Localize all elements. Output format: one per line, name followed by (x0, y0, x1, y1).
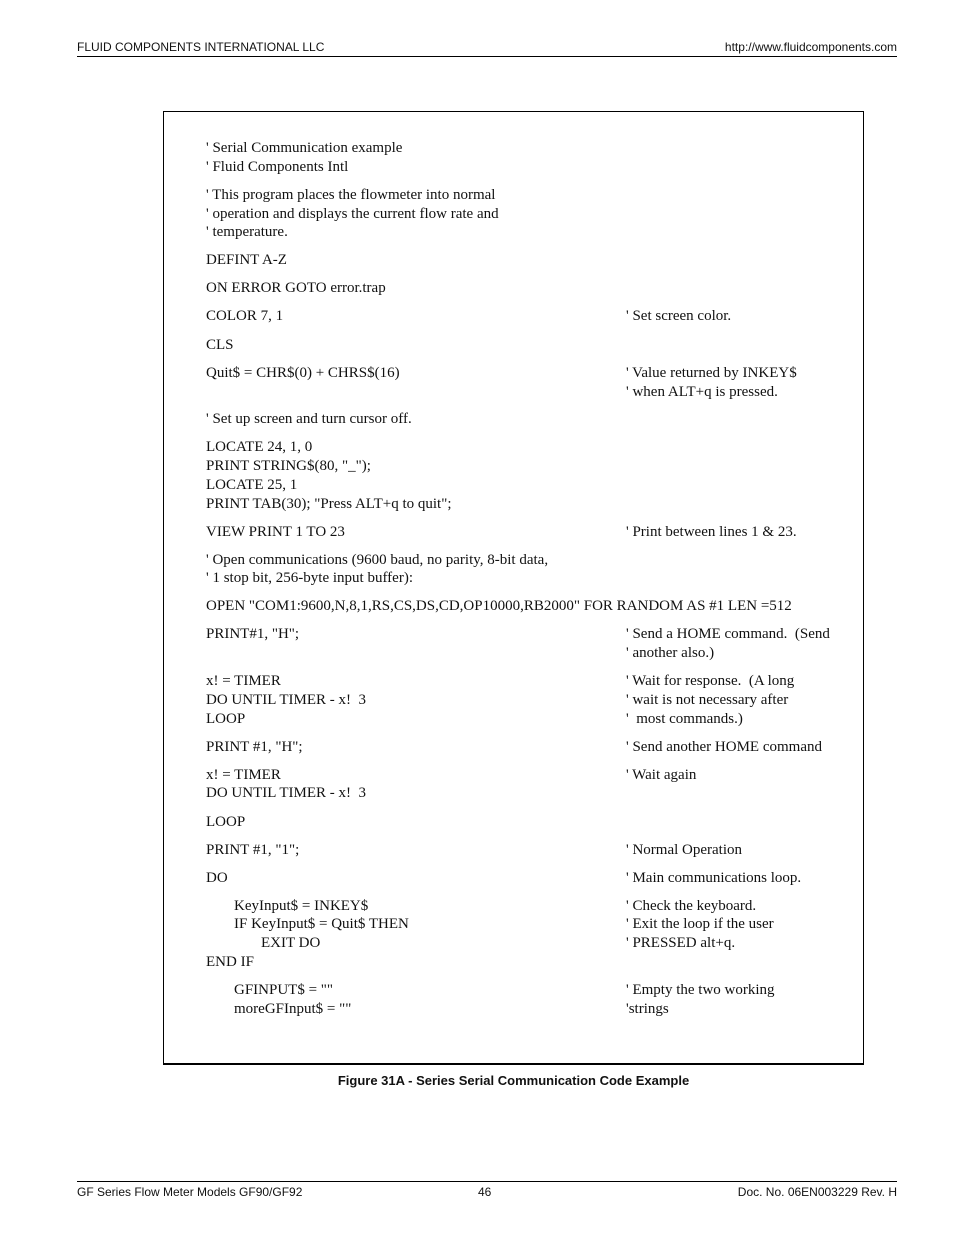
code-line: PRINT#1, "H"; (206, 626, 300, 642)
code-comment: ' Main communications loop. (626, 870, 802, 886)
doc-number: Doc. No. 06EN003229 Rev. H (737, 1185, 897, 1199)
code-line: ' Open communications (9600 baud, no parity, 8-bit data, (206, 552, 549, 568)
code-comment: ' Send a HOME command. (Send (626, 626, 830, 642)
code-comment: ' another also.) (626, 645, 715, 661)
code-comment: ' Empty the two working (626, 982, 775, 998)
header-url: http://www.fluidcomponents.com (724, 40, 897, 54)
code-line: PRINT #1, "H"; (206, 739, 303, 755)
code-line: x! = TIMER (206, 673, 281, 689)
code-comment: ' Normal Operation (626, 842, 743, 858)
code-listing-box (163, 111, 864, 1065)
figure-caption: Figure 31A - Series Serial Communication Code Example (337, 1073, 690, 1088)
code-comment: ' wait is not necessary after (626, 692, 789, 708)
code-comment: 'strings (626, 1001, 669, 1017)
page-number: 46 (478, 1185, 492, 1199)
code-comment: ' most commands.) (626, 711, 743, 727)
code-line: DO UNTIL TIMER - x! 3 (206, 785, 366, 801)
code-line: Quit$ = CHR$(0) + CHRS$(16) (206, 365, 400, 381)
code-line: PRINT TAB(30); "Press ALT+q to quit"; (206, 496, 452, 512)
code-line: KeyInput$ = INKEY$ (234, 898, 369, 914)
code-line: ' This program places the flowmeter into normal (206, 187, 496, 203)
code-line: DEFINT A-Z (206, 252, 287, 268)
code-line: ' Set up screen and turn cursor off. (206, 411, 412, 427)
code-comment: ' Exit the loop if the user (626, 916, 774, 932)
code-line: DO (206, 870, 228, 886)
code-line: IF KeyInput$ = Quit$ THEN (234, 916, 409, 932)
footer-title: GF Series Flow Meter Models GF90/GF92 (77, 1185, 303, 1199)
code-comment: ' Send another HOME command (626, 739, 822, 755)
code-line: x! = TIMER (206, 767, 281, 783)
code-line: PRINT #1, "1"; (206, 842, 300, 858)
code-line: ' 1 stop bit, 256-byte input buffer): (206, 570, 413, 586)
code-comment: ' Print between lines 1 & 23. (626, 524, 797, 540)
code-comment: ' PRESSED alt+q. (626, 935, 736, 951)
code-line: ' operation and displays the current flow rate and (206, 206, 499, 222)
code-comment: ' Check the keyboard. (626, 898, 757, 914)
page-footer (77, 1181, 897, 1202)
code-comment: ' Wait for response. (A long (626, 673, 795, 689)
page-header (77, 40, 897, 57)
code-line: END IF (206, 954, 254, 970)
code-line: ' Serial Communication example (206, 140, 403, 156)
code-line: ' Fluid Components Intl (206, 159, 349, 175)
code-line: LOCATE 25, 1 (206, 477, 298, 493)
code-comment: ' Wait again (626, 767, 697, 783)
code-line: moreGFInput$ = "" (234, 1001, 352, 1017)
code-line: GFINPUT$ = "" (234, 982, 334, 998)
code-comment: ' when ALT+q is pressed. (626, 384, 778, 400)
code-line: CLS (206, 337, 234, 353)
code-line: LOOP (206, 814, 246, 830)
code-line: OPEN "COM1:9600,N,8,1,RS,CS,DS,CD,OP10000,RB2000" FOR RANDOM AS #1 LEN =512 (206, 598, 792, 614)
code-line: PRINT STRING$(80, "_"); (206, 458, 371, 474)
code-line: LOOP (206, 711, 246, 727)
code-line: ' temperature. (206, 224, 288, 240)
code-line: EXIT DO (261, 935, 321, 951)
code-comment: ' Value returned by INKEY$ (626, 365, 797, 381)
code-line: ON ERROR GOTO error.trap (206, 280, 386, 296)
code-line: DO UNTIL TIMER - x! 3 (206, 692, 366, 708)
code-line: LOCATE 24, 1, 0 (206, 439, 313, 455)
code-comment: ' Set screen color. (626, 308, 732, 324)
code-line: COLOR 7, 1 (206, 308, 284, 324)
header-company: FLUID COMPONENTS INTERNATIONAL LLC (77, 40, 325, 54)
code-line: VIEW PRINT 1 TO 23 (206, 524, 345, 540)
